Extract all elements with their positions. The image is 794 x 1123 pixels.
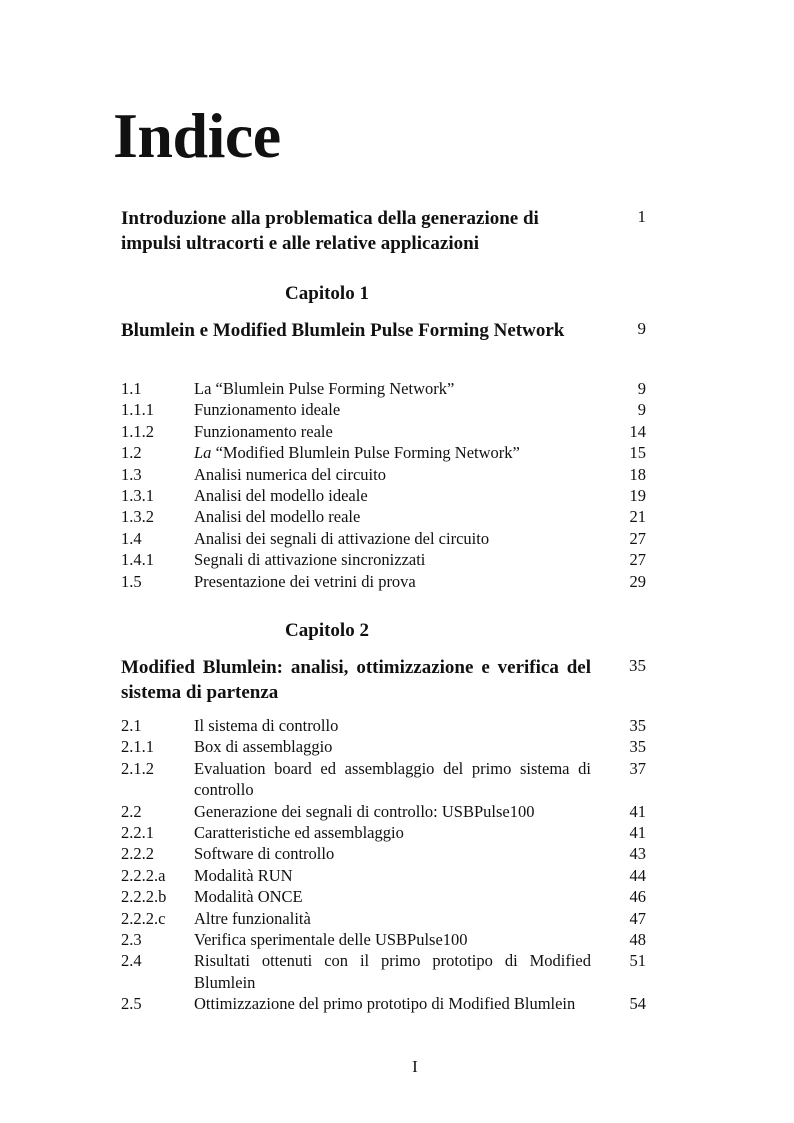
toc-row xyxy=(121,571,646,592)
section-page: 14 xyxy=(629,421,646,441)
section-title: Altre funzionalità xyxy=(194,908,311,928)
section-page: 18 xyxy=(629,464,646,484)
section-number: 2.2.2.b xyxy=(121,887,167,907)
toc-row xyxy=(121,843,646,864)
section-number: 2.2 xyxy=(121,801,142,821)
section-title: Analisi del modello ideale xyxy=(194,486,368,506)
section-title-prefix: La xyxy=(194,443,212,463)
section-page: 27 xyxy=(629,550,646,570)
section-page: 54 xyxy=(629,994,646,1014)
section-number: 2.1.1 xyxy=(121,737,154,757)
toc-row xyxy=(121,908,646,929)
section-page: 35 xyxy=(629,716,646,735)
intro-page: 1 xyxy=(637,207,646,226)
chapter-2-sections xyxy=(121,715,646,1015)
section-number: 2.3 xyxy=(121,930,142,950)
section-page: 35 xyxy=(629,737,646,757)
section-title: Risultati ottenuti con il primo prototipo di Modified Blumlein xyxy=(194,951,591,992)
section-title: Analisi dei segnali di attivazione del circuito xyxy=(194,528,490,548)
section-number: 1.3.2 xyxy=(121,507,154,527)
section-page: 43 xyxy=(629,844,646,864)
toc-row xyxy=(121,528,646,549)
chapter-1-sections xyxy=(121,378,646,592)
section-page: 19 xyxy=(629,486,646,506)
section-page: 51 xyxy=(629,951,646,971)
section-number: 1.3.1 xyxy=(121,486,154,506)
toc-row xyxy=(121,549,646,570)
section-title: Modalità RUN xyxy=(194,865,293,885)
section-title: Caratteristiche ed assemblaggio xyxy=(194,823,404,843)
section-number: 2.2.1 xyxy=(121,823,154,843)
section-number: 1.5 xyxy=(121,571,142,591)
section-title: Segnali di attivazione sincronizzati xyxy=(194,550,426,570)
section-title xyxy=(194,378,591,399)
toc-row xyxy=(121,421,646,442)
section-page: 27 xyxy=(629,528,646,548)
section-page: 15 xyxy=(629,443,646,463)
page-number: I xyxy=(412,1057,418,1076)
section-title: Box di assemblaggio xyxy=(194,737,333,757)
chapter-2-page: 35 xyxy=(629,656,646,675)
toc-row xyxy=(121,715,646,736)
chapter-2-heading: Capitolo 2 xyxy=(285,620,369,641)
toc-row xyxy=(121,822,646,843)
toc-row xyxy=(121,886,646,907)
section-number: 1.1.1 xyxy=(121,400,154,420)
section-title: Analisi numerica del circuito xyxy=(194,464,386,484)
section-title: Il sistema di controllo xyxy=(194,716,339,735)
section-number: 2.2.2.c xyxy=(121,908,166,928)
toc-row xyxy=(121,442,646,463)
section-page: 48 xyxy=(629,930,646,950)
section-title-prefix: La xyxy=(194,379,212,398)
chapter-2-title-entry xyxy=(121,655,646,705)
section-number: 2.2.2.a xyxy=(121,865,166,885)
section-page: 46 xyxy=(629,887,646,907)
chapter-1-title-entry xyxy=(121,318,646,343)
section-page: 21 xyxy=(629,507,646,527)
section-number: 1.3 xyxy=(121,464,142,484)
section-title: Verifica sperimentale delle USBPulse100 xyxy=(194,930,468,950)
section-number: 1.2 xyxy=(121,443,142,463)
section-title: Funzionamento ideale xyxy=(194,400,341,420)
page-title: Indice xyxy=(113,100,281,171)
section-page: 44 xyxy=(629,865,646,885)
toc-row xyxy=(121,506,646,527)
toc-row xyxy=(121,736,646,757)
section-title: Ottimizzazione del primo prototipo di Modified Blumlein xyxy=(194,994,576,1014)
section-title xyxy=(194,442,591,463)
toc-row xyxy=(121,758,646,801)
toc-row xyxy=(121,378,646,399)
section-page: 47 xyxy=(629,908,646,928)
section-page: 9 xyxy=(637,379,646,398)
toc-intro-entry xyxy=(121,206,646,256)
toc-row xyxy=(121,801,646,822)
section-page: 41 xyxy=(629,801,646,821)
section-title: Modalità ONCE xyxy=(194,887,303,907)
section-number: 1.1.2 xyxy=(121,421,154,441)
section-page: 9 xyxy=(637,400,646,420)
section-number: 1.4.1 xyxy=(121,550,154,570)
toc-row xyxy=(121,464,646,485)
section-number: 1.1 xyxy=(121,379,142,398)
section-number: 1.4 xyxy=(121,528,142,548)
toc-row xyxy=(121,950,646,993)
toc-row xyxy=(121,929,646,950)
toc-row xyxy=(121,399,646,420)
section-title: Software di controllo xyxy=(194,844,335,864)
chapter-1-title: Blumlein e Modified Blumlein Pulse Forming Network xyxy=(121,320,565,341)
toc-row xyxy=(121,485,646,506)
section-page: 37 xyxy=(629,758,646,778)
section-title: Generazione dei segnali di controllo: USBPulse100 xyxy=(194,801,535,821)
section-title-text: “Blumlein Pulse Forming Network” xyxy=(211,379,455,398)
section-title: Evaluation board ed assemblaggio del primo sistema di controllo xyxy=(194,758,591,800)
section-number: 2.1.2 xyxy=(121,758,154,778)
section-title-text: “Modified Blumlein Pulse Forming Network” xyxy=(211,443,520,463)
section-number: 2.2.2 xyxy=(121,844,154,864)
section-title: Funzionamento reale xyxy=(194,421,333,441)
section-title: Presentazione dei vetrini di prova xyxy=(194,571,416,591)
section-page: 29 xyxy=(629,571,646,591)
section-title: Analisi del modello reale xyxy=(194,507,361,527)
chapter-1-heading: Capitolo 1 xyxy=(285,283,369,304)
section-page: 41 xyxy=(629,823,646,843)
section-number: 2.5 xyxy=(121,994,142,1014)
section-number: 2.1 xyxy=(121,716,142,735)
section-number: 2.4 xyxy=(121,951,142,971)
chapter-2-title: Modified Blumlein: analisi, ottimizzazione e verifica del sistema di partenza xyxy=(121,657,591,703)
chapter-1-page: 9 xyxy=(637,319,646,338)
toc-row xyxy=(121,993,646,1014)
toc-row xyxy=(121,865,646,886)
intro-title: Introduzione alla problematica della generazione di impulsi ultracorti e alle relative applicazioni xyxy=(121,208,539,254)
